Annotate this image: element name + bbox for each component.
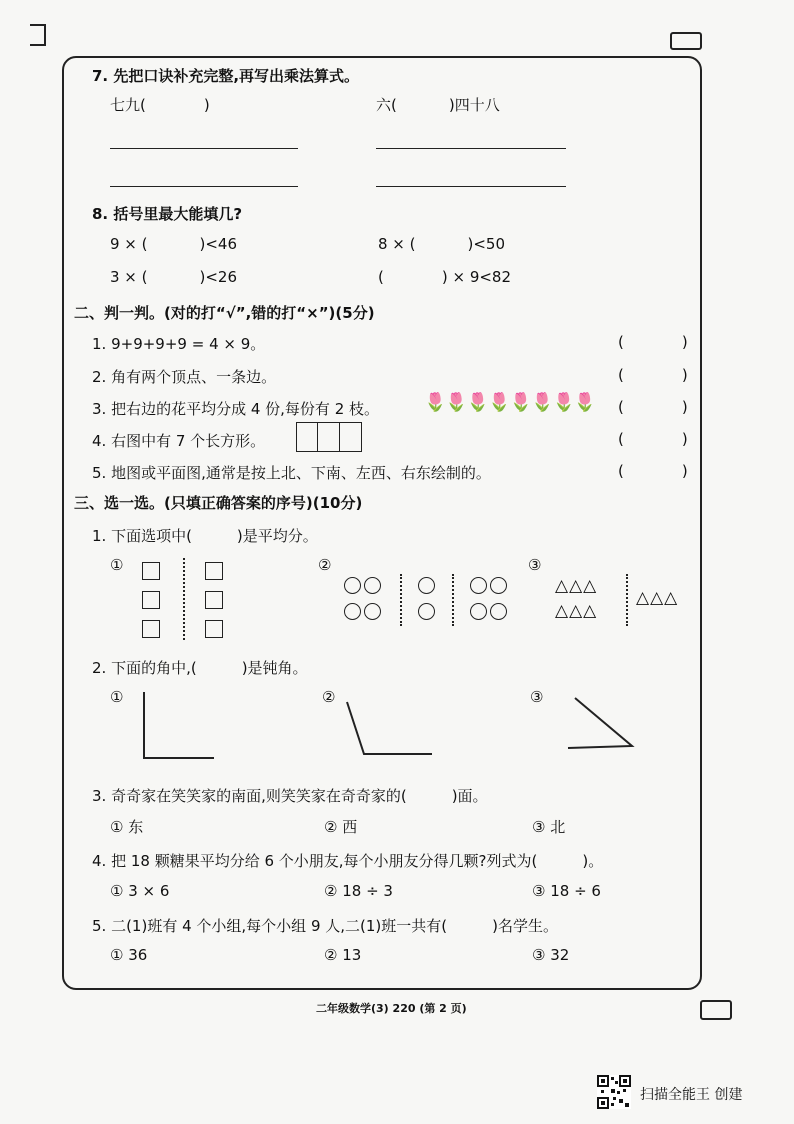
s2-item-3: 3. 把右边的花平均分成 4 份,每份有 2 枝。 (92, 400, 380, 418)
s3-q4: 4. 把 18 颗糖果平均分给 6 个小朋友,每个小朋友分得几颗?列式为( )。 (92, 852, 604, 870)
q8-b-pre: 8 × ( (378, 235, 416, 253)
q8-c-pre: 3 × ( (110, 268, 148, 286)
angle-right (144, 692, 214, 758)
q8-title: 8. 括号里最大能填几? (92, 205, 243, 223)
s3-q2-label-1: ① (110, 688, 124, 706)
s3-q2-label-2: ② (322, 688, 336, 706)
s3-q5-opt-2: ② 13 (324, 946, 362, 964)
triangles-group-right: △△△ (636, 588, 679, 608)
s3-q4-opt-3: ③ 18 ÷ 6 (532, 882, 601, 900)
s3-q3: 3. 奇奇家在笑笑家的南面,则笑笑家在奇奇家的( )面。 (92, 787, 488, 805)
angle-acute (568, 698, 632, 748)
s2-item-5: 5. 地图或平面图,通常是按上北、下南、左西、右东绘制的。 (92, 464, 491, 482)
paren-close: ) (681, 462, 688, 480)
paren-open: ( (618, 398, 624, 416)
flowers-image: 🌷🌷🌷🌷🌷🌷🌷🌷 (424, 392, 596, 413)
s2-item-4: 4. 右图中有 7 个长方形。 (92, 432, 266, 450)
paren-close: ) (681, 398, 688, 416)
q8-d-post: ) × 9<82 (441, 268, 512, 286)
s2-item-1: 1. 9+9+9+9 = 4 × 9。 (92, 335, 266, 353)
paren-open: ( (618, 333, 624, 351)
paren-close: ) (681, 430, 688, 448)
s3-q4-opt-2: ② 18 ÷ 3 (324, 882, 393, 900)
q7-right-post: )四十八 (448, 96, 500, 114)
q8-a-post: )<46 (199, 235, 238, 253)
s3-q5: 5. 二(1)班有 4 个小组,每个小组 9 人,二(1)班一共有( )名学生。 (92, 917, 558, 935)
s3-q2: 2. 下面的角中,( )是钝角。 (92, 659, 308, 677)
angle-obtuse (347, 702, 432, 754)
s3-q1-label-3: ③ (528, 556, 542, 574)
paren-open: ( (618, 366, 624, 384)
s3-q4-opt-1: ① 3 × 6 (110, 882, 170, 900)
s3-q3-opt-3: ③ 北 (532, 818, 566, 836)
q7-title: 7. 先把口诀补充完整,再写出乘法算式。 (92, 67, 360, 85)
s3-q3-opt-1: ① 东 (110, 818, 144, 836)
s3-q1-label-2: ② (318, 556, 332, 574)
s3-q3-opt-2: ② 西 (324, 818, 358, 836)
q8-c-post: )<26 (199, 268, 238, 286)
paren-close: ) (681, 366, 688, 384)
scanner-watermark: 扫描全能王 创建 (640, 1087, 743, 1103)
s3-q2-label-3: ③ (530, 688, 544, 706)
s3-q1-label-1: ① (110, 556, 124, 574)
triangles-group-left: △△△ △△△ (555, 576, 598, 621)
q7-left-close: ) (203, 96, 210, 114)
s2-item-2: 2. 角有两个顶点、一条边。 (92, 368, 277, 386)
qr-code-icon (597, 1075, 631, 1109)
q8-d-pre: ( (378, 268, 384, 286)
paren-close: ) (681, 333, 688, 351)
q7-left-text: 七九( (110, 96, 146, 114)
paren-open: ( (618, 430, 624, 448)
q8-b-post: )<50 (467, 235, 506, 253)
s3-q5-opt-1: ① 36 (110, 946, 148, 964)
section2-heading: 二、判一判。(对的打“√”,错的打“×”)(5分) (74, 304, 375, 322)
section3-heading: 三、选一选。(只填正确答案的序号)(10分) (74, 494, 363, 512)
paren-open: ( (618, 462, 624, 480)
corner-box-mark-bottom (700, 1000, 732, 1020)
page-footer: 二年级数学(3) 220 (第 2 页) (316, 1002, 467, 1015)
s3-q5-opt-3: ③ 32 (532, 946, 570, 964)
q7-right-pre: 六( (376, 96, 397, 114)
s3-q1: 1. 下面选项中( )是平均分。 (92, 527, 318, 545)
q8-a-pre: 9 × ( (110, 235, 148, 253)
